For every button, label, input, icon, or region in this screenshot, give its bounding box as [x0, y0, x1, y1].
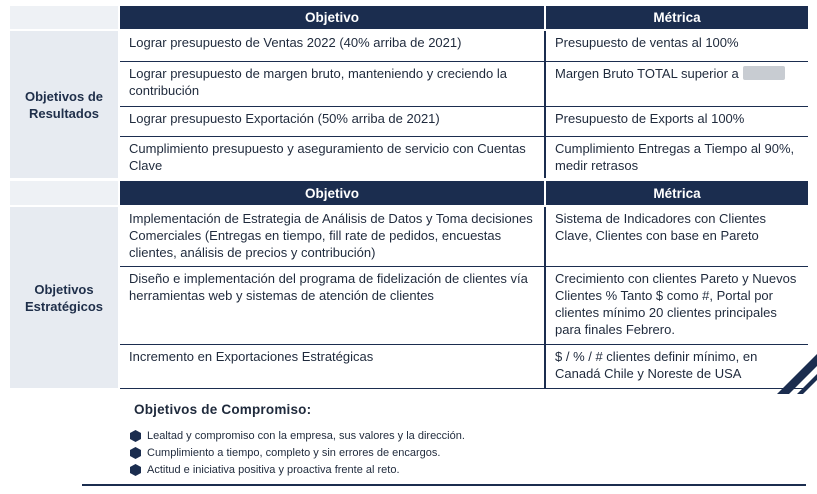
section-label-results: Objetivos de Resultados — [10, 31, 118, 178]
header-metric: Métrica — [546, 181, 808, 205]
objective-cell: Incremento en Exportaciones Estratégicas — [120, 345, 544, 388]
table-bottom-rule — [120, 388, 808, 389]
hexagon-bullet-icon — [130, 430, 141, 442]
header-metric: Métrica — [546, 6, 808, 29]
row-divider — [120, 136, 808, 137]
header-spacer — [10, 6, 118, 29]
objective-cell: Cumplimiento presupuesto y aseguramiento de servicio con Cuentas Clave — [120, 137, 544, 178]
header-spacer — [10, 181, 118, 205]
corner-decoration — [769, 354, 817, 398]
header-objective: Objetivo — [120, 6, 544, 29]
row-divider — [120, 266, 808, 267]
hexagon-bullet-icon — [130, 447, 141, 459]
metric-cell: Sistema de Indicadores con Clientes Clave, Clientes con base en Pareto — [546, 207, 808, 265]
objective-cell: Lograr presupuesto de Ventas 2022 (40% arriba de 2021) — [120, 31, 544, 60]
commitment-item — [130, 447, 440, 459]
row-divider — [120, 61, 808, 62]
commitments-title: Objetivos de Compromiso: — [134, 402, 312, 417]
section-label-strategic: Objetivos Estratégicos — [10, 207, 118, 388]
commitment-text: Lealtad y compromiso con la empresa, sus valores y la dirección. — [147, 430, 465, 442]
commitment-item — [130, 430, 465, 442]
objective-cell: Diseño e implementación del programa de fidelización de clientes vía herramientas web y sistemas de atención de clientes — [120, 267, 544, 343]
metric-cell: Crecimiento con clientes Pareto y Nuevos Clientes % Tanto $ como #, Portal por clientes mínimo 20 clientes principales para finales Febrero. — [546, 267, 808, 343]
footer-rule — [82, 484, 806, 486]
commitment-item — [130, 464, 400, 476]
metric-cell: Presupuesto de ventas al 100% — [546, 31, 808, 60]
metric-cell — [546, 62, 808, 105]
metric-cell: $ / % / # clientes definir mínimo, en Canadá Chile y Noreste de USA — [546, 345, 808, 388]
objective-cell: Lograr presupuesto Exportación (50% arriba de 2021) — [120, 107, 544, 135]
objective-cell: Implementación de Estrategia de Análisis de Datos y Toma decisiones Comerciales (Entregas en tiempo, fill rate de pedidos, encuestas clientes, análisis de precios y contribución) — [120, 207, 544, 265]
redacted-value — [743, 66, 785, 80]
column-divider — [544, 31, 546, 178]
row-divider — [120, 344, 808, 345]
objective-cell: Lograr presupuesto de margen bruto, manteniendo y creciendo la contribución — [120, 62, 544, 105]
header-objective: Objetivo — [120, 181, 544, 205]
commitment-text: Cumplimiento a tiempo, completo y sin errores de encargos. — [147, 447, 441, 459]
metric-text: Margen Bruto TOTAL superior a — [555, 66, 739, 81]
metric-cell: Presupuesto de Exports al 100% — [546, 107, 808, 135]
column-divider — [544, 207, 546, 388]
commitment-text: Actitud e iniciativa positiva y proactiva frente al reto. — [147, 464, 400, 476]
metric-cell: Cumplimiento Entregas a Tiempo al 90%, medir retrasos — [546, 137, 808, 178]
row-divider — [120, 106, 808, 107]
hexagon-bullet-icon — [130, 464, 141, 476]
